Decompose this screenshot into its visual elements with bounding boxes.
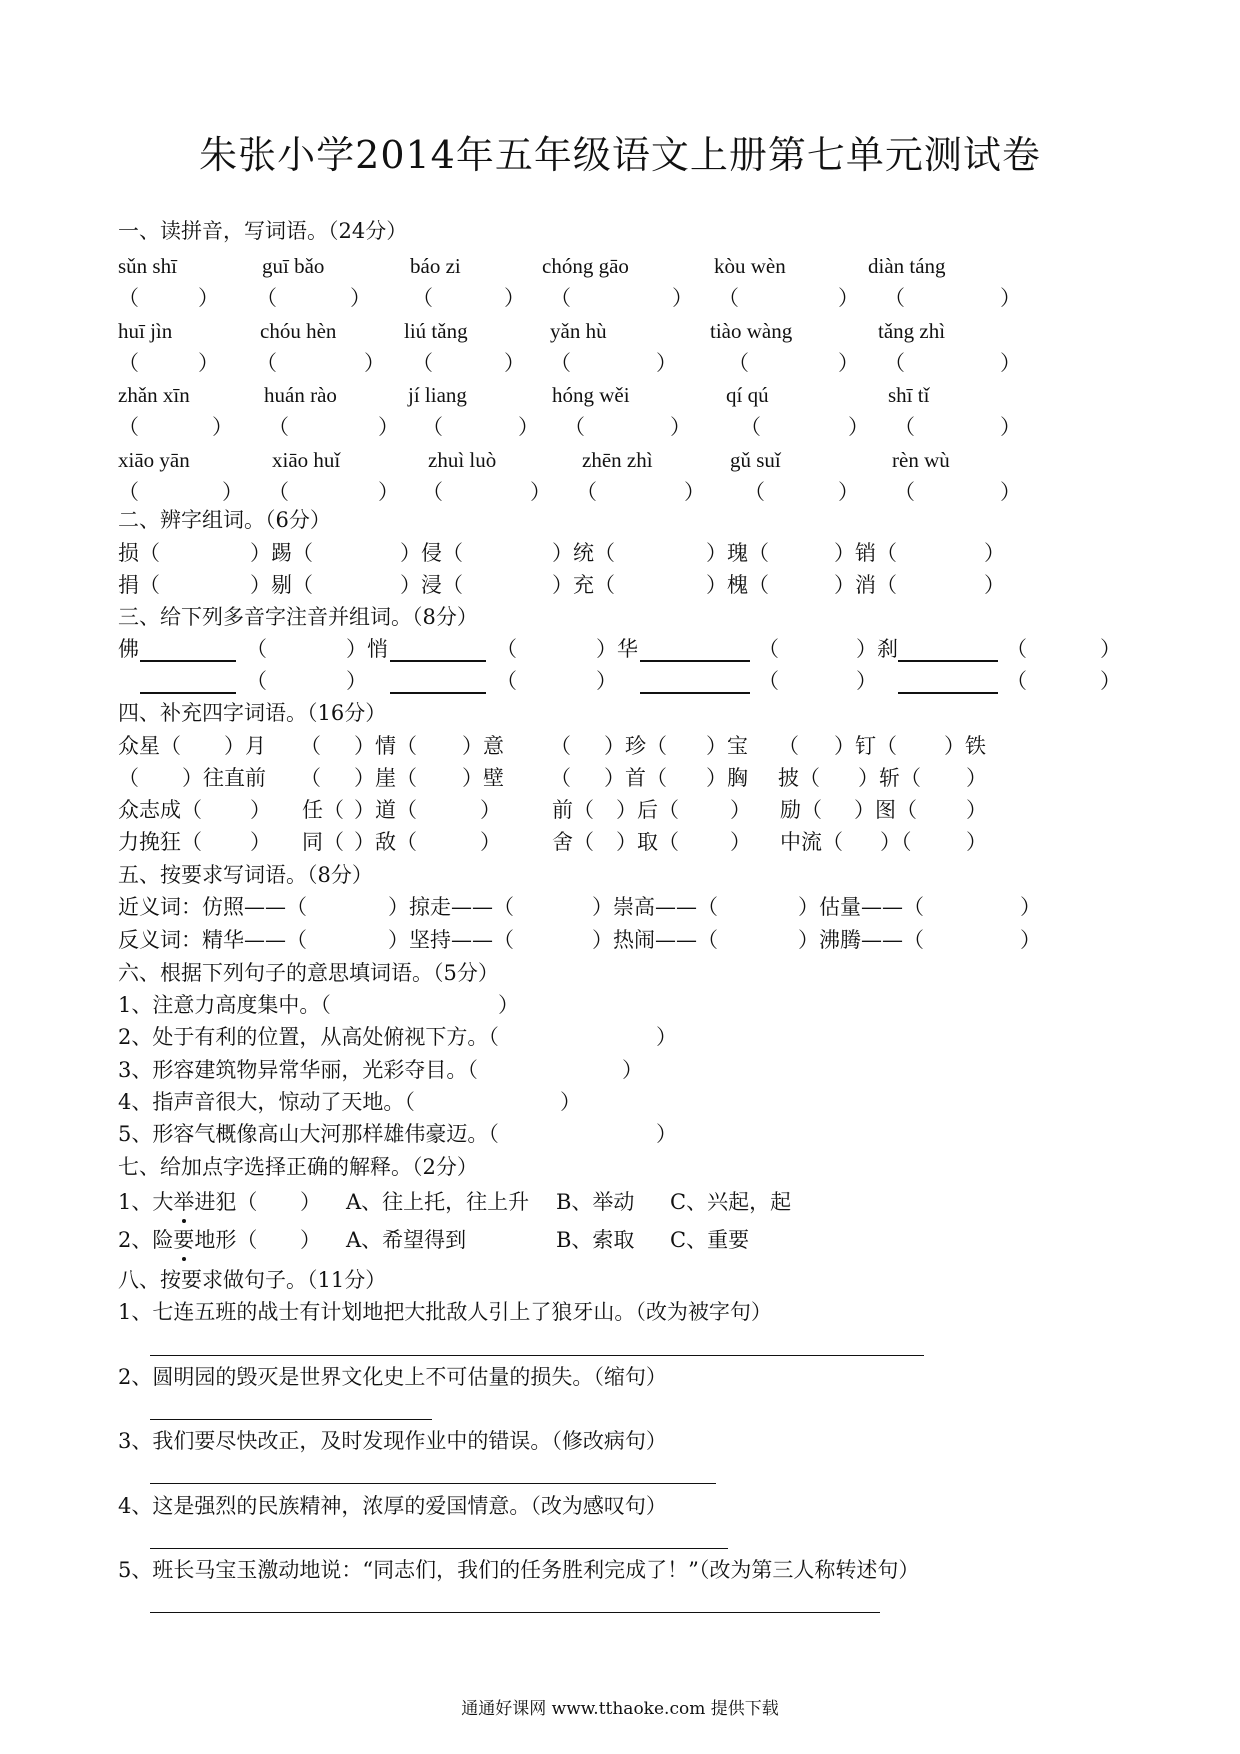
antonym-item: 反义词：精华——（ <box>118 928 307 952</box>
antonym-item: ）沸腾——（ <box>798 928 924 952</box>
char-blank: ）瑰（ <box>706 541 769 565</box>
bracket-close: ） <box>212 415 233 439</box>
answer-line <box>898 660 998 662</box>
bracket-open: （ <box>718 286 739 310</box>
definition-item: 4、指声音很大，惊动了天地。（ <box>118 1090 415 1114</box>
char-blank: ）统（ <box>552 541 615 565</box>
idiom-part: ） <box>966 798 987 822</box>
answer-line <box>390 660 486 662</box>
idiom-part: ）道（ <box>354 798 417 822</box>
bracket-close: ） <box>1000 415 1021 439</box>
idiom-part: ）图（ <box>854 798 917 822</box>
choice-stem: 1、大举进犯（ <box>118 1190 258 1214</box>
bracket-open: （ <box>576 480 597 504</box>
char-blank: ） <box>984 573 1005 597</box>
bracket-open: （ <box>412 351 433 375</box>
bracket-open: （ <box>550 286 571 310</box>
bracket-close: ） <box>1000 286 1021 310</box>
answer-line <box>150 1355 924 1356</box>
idiom-part: 前（ <box>552 798 594 822</box>
idiom-part: 励（ <box>780 798 822 822</box>
char-blank: ）剔（ <box>250 573 313 597</box>
pinyin: sǔn shī <box>118 254 177 278</box>
bracket-close: ） <box>838 286 859 310</box>
bracket-open: （ <box>496 669 517 693</box>
bracket-open: （ <box>758 637 779 661</box>
idiom-part: ）情（ <box>354 734 417 758</box>
bracket-open: （ <box>256 351 277 375</box>
idiom-part: （ <box>118 766 139 790</box>
idiom-part: ）壁 <box>462 766 504 790</box>
idiom-part: ）首（ <box>604 766 667 790</box>
bracket-close: ） <box>656 1122 677 1146</box>
idiom-part: （ <box>300 766 321 790</box>
idiom-part: ）取（ <box>616 830 679 854</box>
section-3-heading: 三、给下列多音字注音并组词。（8分） <box>118 605 478 629</box>
idiom-part: ）胸 <box>706 766 748 790</box>
bracket-close: ） <box>1000 480 1021 504</box>
answer-line <box>140 692 236 694</box>
pinyin: chóng gāo <box>542 254 629 278</box>
idiom-part: 众星（ <box>118 734 181 758</box>
section-6-heading: 六、根据下列句子的意思填词语。（5分） <box>118 961 499 985</box>
idiom-part: ）珍（ <box>604 734 667 758</box>
bracket-close: ） <box>656 351 677 375</box>
bracket-open: （ <box>496 637 517 661</box>
bracket-open: （ <box>728 351 749 375</box>
answer-line <box>150 1483 716 1484</box>
bracket-open: （ <box>740 415 761 439</box>
sentence-task: 3、我们要尽快改正，及时发现作业中的错误。（修改病句） <box>118 1429 667 1453</box>
pinyin: tiào wàng <box>710 319 793 343</box>
pinyin: tǎng zhì <box>878 319 946 343</box>
bracket-open: （ <box>758 669 779 693</box>
footer-credit: 通通好课网 www.tthaoke.com 提供下载 <box>461 1699 779 1719</box>
idiom-part: ）钉（ <box>834 734 897 758</box>
idiom-part: 力挽狂（ <box>118 830 202 854</box>
bracket-open: （ <box>422 480 443 504</box>
idiom-part: ）铁 <box>944 734 986 758</box>
bracket-open: （ <box>246 669 267 693</box>
char-blank: ）浸（ <box>400 573 463 597</box>
pinyin: rèn wù <box>892 448 950 472</box>
idiom-part: 众志成（ <box>118 798 202 822</box>
bracket-open: （ <box>1006 637 1027 661</box>
bracket-close: ） <box>504 286 525 310</box>
idiom-part: 同（ <box>302 830 344 854</box>
choice-option: B、索取 <box>556 1228 635 1252</box>
bracket-open: （ <box>246 637 267 661</box>
char-blank: 捐（ <box>118 573 160 597</box>
bracket-close: ） <box>222 480 243 504</box>
answer-line <box>898 692 998 694</box>
pinyin: diàn táng <box>868 254 946 278</box>
pinyin: huī jìn <box>118 319 173 343</box>
bracket-open: （ <box>564 415 585 439</box>
idiom-part: ） <box>250 830 271 854</box>
idiom-part: （ <box>778 734 799 758</box>
antonym-item: ）坚持——（ <box>388 928 514 952</box>
choice-option: C、兴起，起 <box>670 1190 792 1214</box>
pinyin: guī bǎo <box>262 254 325 278</box>
answer-line <box>140 660 236 662</box>
bracket-open: （ <box>118 415 139 439</box>
idiom-part: 中流（ <box>780 830 843 854</box>
bracket-open: （ <box>268 480 289 504</box>
idiom-part: ）宝 <box>706 734 748 758</box>
sentence-task: 1、七连五班的战士有计划地把大批敌人引上了狼牙山。（改为被字句） <box>118 1300 772 1324</box>
bracket-open: （ <box>268 415 289 439</box>
bracket-open: （ <box>422 415 443 439</box>
bracket-open: （ <box>884 351 905 375</box>
bracket-close: ） <box>346 669 367 693</box>
definition-item: 2、处于有利的位置，从高处俯视下方。（ <box>118 1025 499 1049</box>
bracket-close: ） <box>1000 351 1021 375</box>
bracket-open: （ <box>884 286 905 310</box>
antonym-item: ）热闹——（ <box>592 928 718 952</box>
idiom-part: ） <box>250 798 271 822</box>
pinyin: gǔ suǐ <box>730 448 781 472</box>
pinyin: kòu wèn <box>714 254 786 278</box>
pinyin: zhǎn xīn <box>118 383 190 407</box>
bracket-close: ） <box>504 351 525 375</box>
char-blank: ）槐（ <box>706 573 769 597</box>
char-blank: ）销（ <box>834 541 897 565</box>
definition-item: 5、形容气概像高山大河那样雄伟豪迈。（ <box>118 1122 499 1146</box>
bracket-close: ） <box>672 286 693 310</box>
bracket-open: （ <box>118 351 139 375</box>
sentence-task: 5、班长马宝玉激动地说：“同志们，我们的任务胜利完成了！”（改为第三人称转述句） <box>118 1558 920 1582</box>
bracket-close: ） <box>596 669 617 693</box>
idiom-part: ）（ <box>880 830 912 854</box>
bracket-close: ） <box>350 286 371 310</box>
pinyin: jí liang <box>408 383 467 407</box>
answer-line <box>150 1548 728 1549</box>
bracket-close: ） <box>378 415 399 439</box>
idiom-part: ）意 <box>462 734 504 758</box>
char-blank: ）侵（ <box>400 541 463 565</box>
bracket-close: ） <box>856 669 877 693</box>
section-4-heading: 四、补充四字词语。（16分） <box>118 701 387 725</box>
idiom-part: （ <box>300 734 321 758</box>
pinyin: xiāo yān <box>118 448 190 472</box>
definition-item: 3、形容建筑物异常华丽，光彩夺目。（ <box>118 1058 478 1082</box>
section-5-heading: 五、按要求写词语。（8分） <box>118 863 373 887</box>
section-1-heading: 一、读拼音，写词语。（24分） <box>118 219 408 243</box>
synonym-item: 近义词：仿照——（ <box>118 895 307 919</box>
section-8-heading: 八、按要求做句子。（11分） <box>118 1268 387 1292</box>
bracket-close: ） <box>838 480 859 504</box>
bracket-open: （ <box>894 415 915 439</box>
char-blank: ）踢（ <box>250 541 313 565</box>
pinyin: xiāo huǐ <box>272 448 341 472</box>
bracket-close: ） <box>364 351 385 375</box>
choice-option: A、往上托，往上升 <box>346 1190 530 1214</box>
idiom-part: ）敌（ <box>354 830 417 854</box>
idiom-part: 任（ <box>302 798 344 822</box>
pinyin: báo zi <box>410 254 461 278</box>
pinyin: huán rào <box>264 383 337 407</box>
idiom-part: ）月 <box>224 734 266 758</box>
pinyin: hóng wěi <box>552 383 630 407</box>
pinyin: chóu hèn <box>260 319 337 343</box>
bracket-close: ） <box>1100 637 1121 661</box>
bracket-open: （ <box>744 480 765 504</box>
synonym-item: ） <box>1020 895 1041 919</box>
idiom-part: ）往直前 <box>182 766 266 790</box>
polyphone-char: ）悄 <box>346 637 388 661</box>
idiom-part: ）后（ <box>616 798 679 822</box>
polyphone-char: ）刹 <box>856 637 898 661</box>
bracket-open: （ <box>118 480 139 504</box>
answer-line <box>390 692 486 694</box>
pinyin: liú tǎng <box>404 319 468 343</box>
bracket-close: ） <box>300 1228 321 1252</box>
bracket-open: （ <box>412 286 433 310</box>
bracket-close: ） <box>378 480 399 504</box>
bracket-close: ） <box>560 1090 581 1114</box>
bracket-close: ） <box>684 480 705 504</box>
synonym-item: ）估量——（ <box>798 895 924 919</box>
answer-line <box>640 660 750 662</box>
bracket-open: （ <box>118 286 139 310</box>
idiom-part: ） <box>480 798 501 822</box>
pinyin: zhēn zhì <box>582 448 653 472</box>
char-blank: ）充（ <box>552 573 615 597</box>
pinyin: zhuì luò <box>428 448 497 472</box>
choice-option: A、希望得到 <box>346 1228 467 1252</box>
bracket-close: ） <box>622 1058 643 1082</box>
bracket-close: ） <box>498 993 519 1017</box>
idiom-part: ） <box>730 830 751 854</box>
bracket-open: （ <box>1006 669 1027 693</box>
antonym-item: ） <box>1020 928 1041 952</box>
sentence-task: 2、圆明园的毁灭是世界文化史上不可估量的损失。（缩句） <box>118 1365 667 1389</box>
polyphone-char: ）华 <box>596 637 638 661</box>
idiom-part: 舍（ <box>552 830 594 854</box>
char-blank: ）消（ <box>834 573 897 597</box>
bracket-open: （ <box>894 480 915 504</box>
idiom-part: ）崖（ <box>354 766 417 790</box>
emphasis-dot <box>182 1257 186 1261</box>
idiom-part: ） <box>966 766 987 790</box>
idiom-part: ） <box>480 830 501 854</box>
synonym-item: ）掠走——（ <box>388 895 514 919</box>
sentence-task: 4、这是强烈的民族精神，浓厚的爱国情意。（改为感叹句） <box>118 1494 667 1518</box>
idiom-part: ） <box>966 830 987 854</box>
choice-option: C、重要 <box>670 1228 750 1252</box>
idiom-part: （ <box>550 766 571 790</box>
pinyin: yǎn hù <box>550 319 607 343</box>
emphasis-dot <box>182 1219 186 1223</box>
bracket-open: （ <box>550 351 571 375</box>
pinyin: qí qú <box>726 383 769 407</box>
definition-item: 1、注意力高度集中。（ <box>118 993 331 1017</box>
answer-line <box>150 1612 880 1613</box>
idiom-part: ） <box>730 798 751 822</box>
bracket-close: ） <box>1100 669 1121 693</box>
bracket-close: ） <box>670 415 691 439</box>
bracket-close: ） <box>198 351 219 375</box>
char-blank: 损（ <box>118 541 160 565</box>
section-7-heading: 七、给加点字选择正确的解释。（2分） <box>118 1155 478 1179</box>
idiom-part: 披（ <box>778 766 820 790</box>
bracket-close: ） <box>198 286 219 310</box>
choice-stem: 2、险要地形（ <box>118 1228 258 1252</box>
page-title: 朱张小学2014年五年级语文上册第七单元测试卷 <box>199 133 1041 177</box>
choice-option: B、举动 <box>556 1190 635 1214</box>
section-2-heading: 二、辨字组词。（6分） <box>118 508 331 532</box>
bracket-close: ） <box>838 351 859 375</box>
char-blank: ） <box>984 541 1005 565</box>
answer-line <box>640 692 750 694</box>
synonym-item: ）崇高——（ <box>592 895 718 919</box>
idiom-part: （ <box>550 734 571 758</box>
bracket-close: ） <box>656 1025 677 1049</box>
bracket-open: （ <box>256 286 277 310</box>
pinyin: shī tǐ <box>888 383 930 407</box>
bracket-close: ） <box>530 480 551 504</box>
bracket-close: ） <box>518 415 539 439</box>
bracket-close: ） <box>848 415 869 439</box>
answer-line <box>150 1419 432 1420</box>
bracket-close: ） <box>300 1190 321 1214</box>
idiom-part: ）斩（ <box>858 766 921 790</box>
polyphone-char: 佛 <box>118 637 139 661</box>
